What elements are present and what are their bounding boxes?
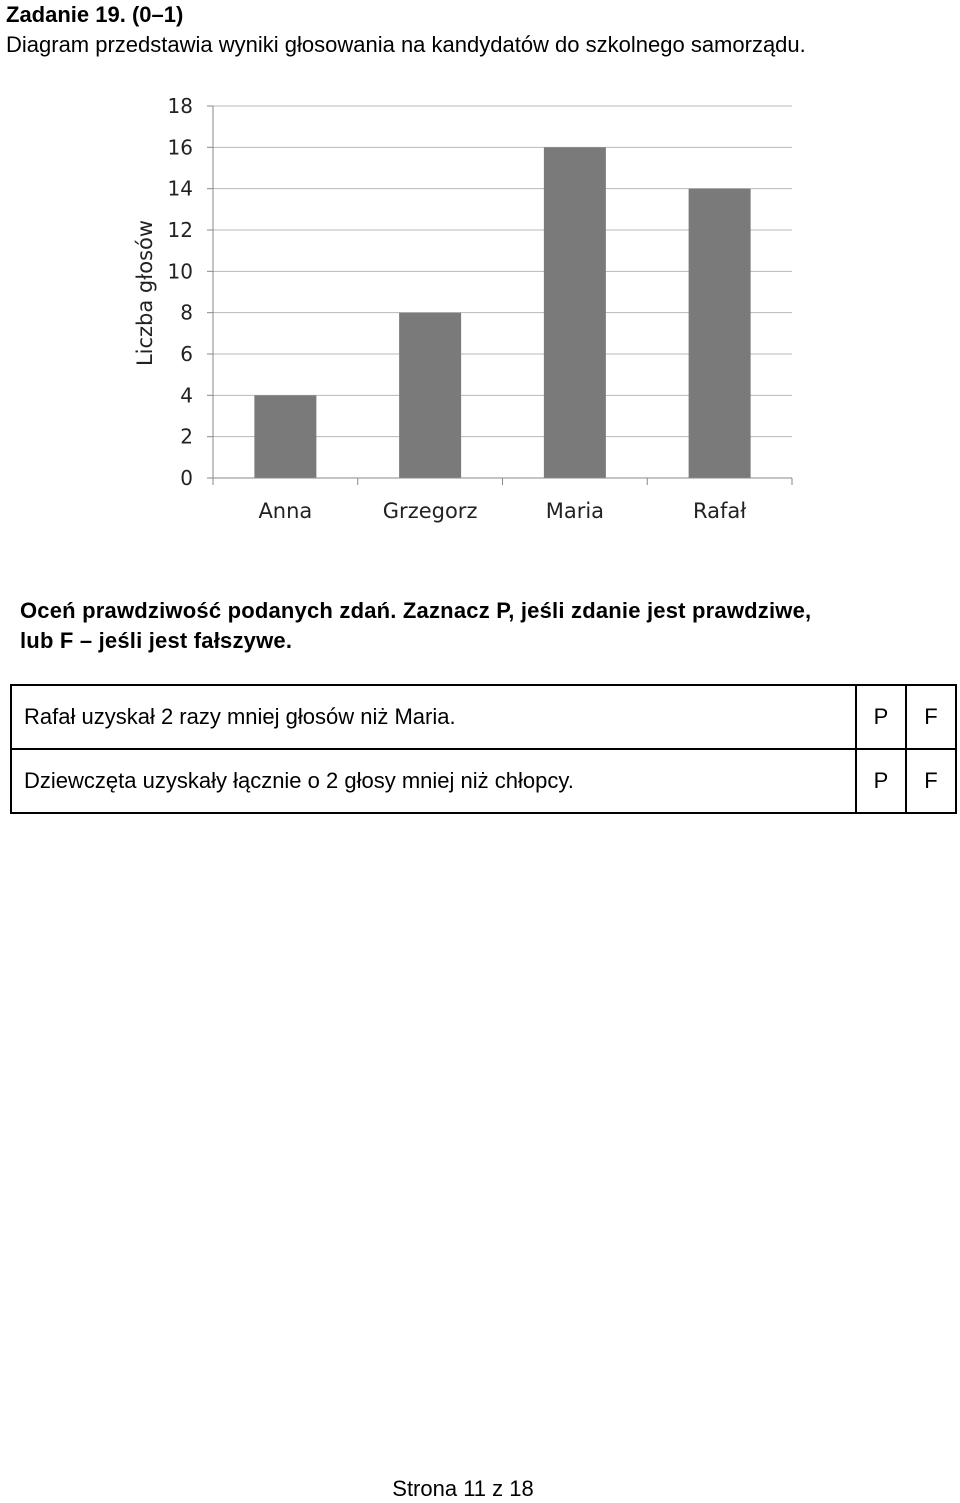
instruction-line-2: lub F – jeśli jest fałszywe. [20,628,293,653]
y-axis-label: Liczba głosów [133,219,157,367]
instruction [20,596,960,656]
chart-x-ticks [258,499,746,523]
bar-chart [120,88,810,533]
task-description: Diagram przedstawia wyniki głosowania na kandydatów do szkolnego samorządu. [6,32,806,57]
y-tick-label: 10 [167,259,193,284]
y-tick-label: 4 [180,383,193,408]
page-number: Strona 11 z 18 [392,1476,534,1501]
x-tick-label: Rafał [693,499,747,523]
statement-text: Dziewczęta uzyskały łącznie o 2 głosy mniej niż chłopcy. [11,749,856,813]
x-tick-label: Maria [545,499,605,523]
bar-grzegorz [399,313,461,478]
page-footer [0,1476,926,1502]
answer-p-option[interactable]: P [856,749,906,813]
y-tick-label: 12 [167,218,193,242]
statement-text: Rafał uzyskał 2 razy mniej głosów niż Maria. [11,685,856,749]
y-tick-label: 6 [180,342,193,366]
y-tick-label: 0 [180,466,193,490]
chart-y-ticks [168,94,193,490]
bar-maria [544,147,606,478]
y-tick-label: 8 [180,300,193,325]
task-header [6,0,806,60]
y-tick-label: 18 [167,94,193,118]
bar-anna [254,395,316,478]
statements-table [10,684,957,814]
task-title: Zadanie 19. (0–1) [6,2,184,27]
x-tick-label: Grzegorz [382,499,478,523]
bar-rafał [689,189,751,478]
x-tick-label: Anna [258,499,313,523]
table-row [11,749,956,813]
answer-f-option[interactable]: F [906,749,956,813]
y-tick-label: 2 [180,424,193,449]
y-tick-label: 14 [167,176,193,201]
answer-f-option[interactable]: F [906,685,956,749]
answer-p-option[interactable]: P [856,685,906,749]
table-row [11,685,956,749]
y-tick-label: 16 [167,135,193,160]
instruction-line-1: Oceń prawdziwość podanych zdań. Zaznacz P, jeśli zdanie jest prawdziwe, [20,598,812,623]
